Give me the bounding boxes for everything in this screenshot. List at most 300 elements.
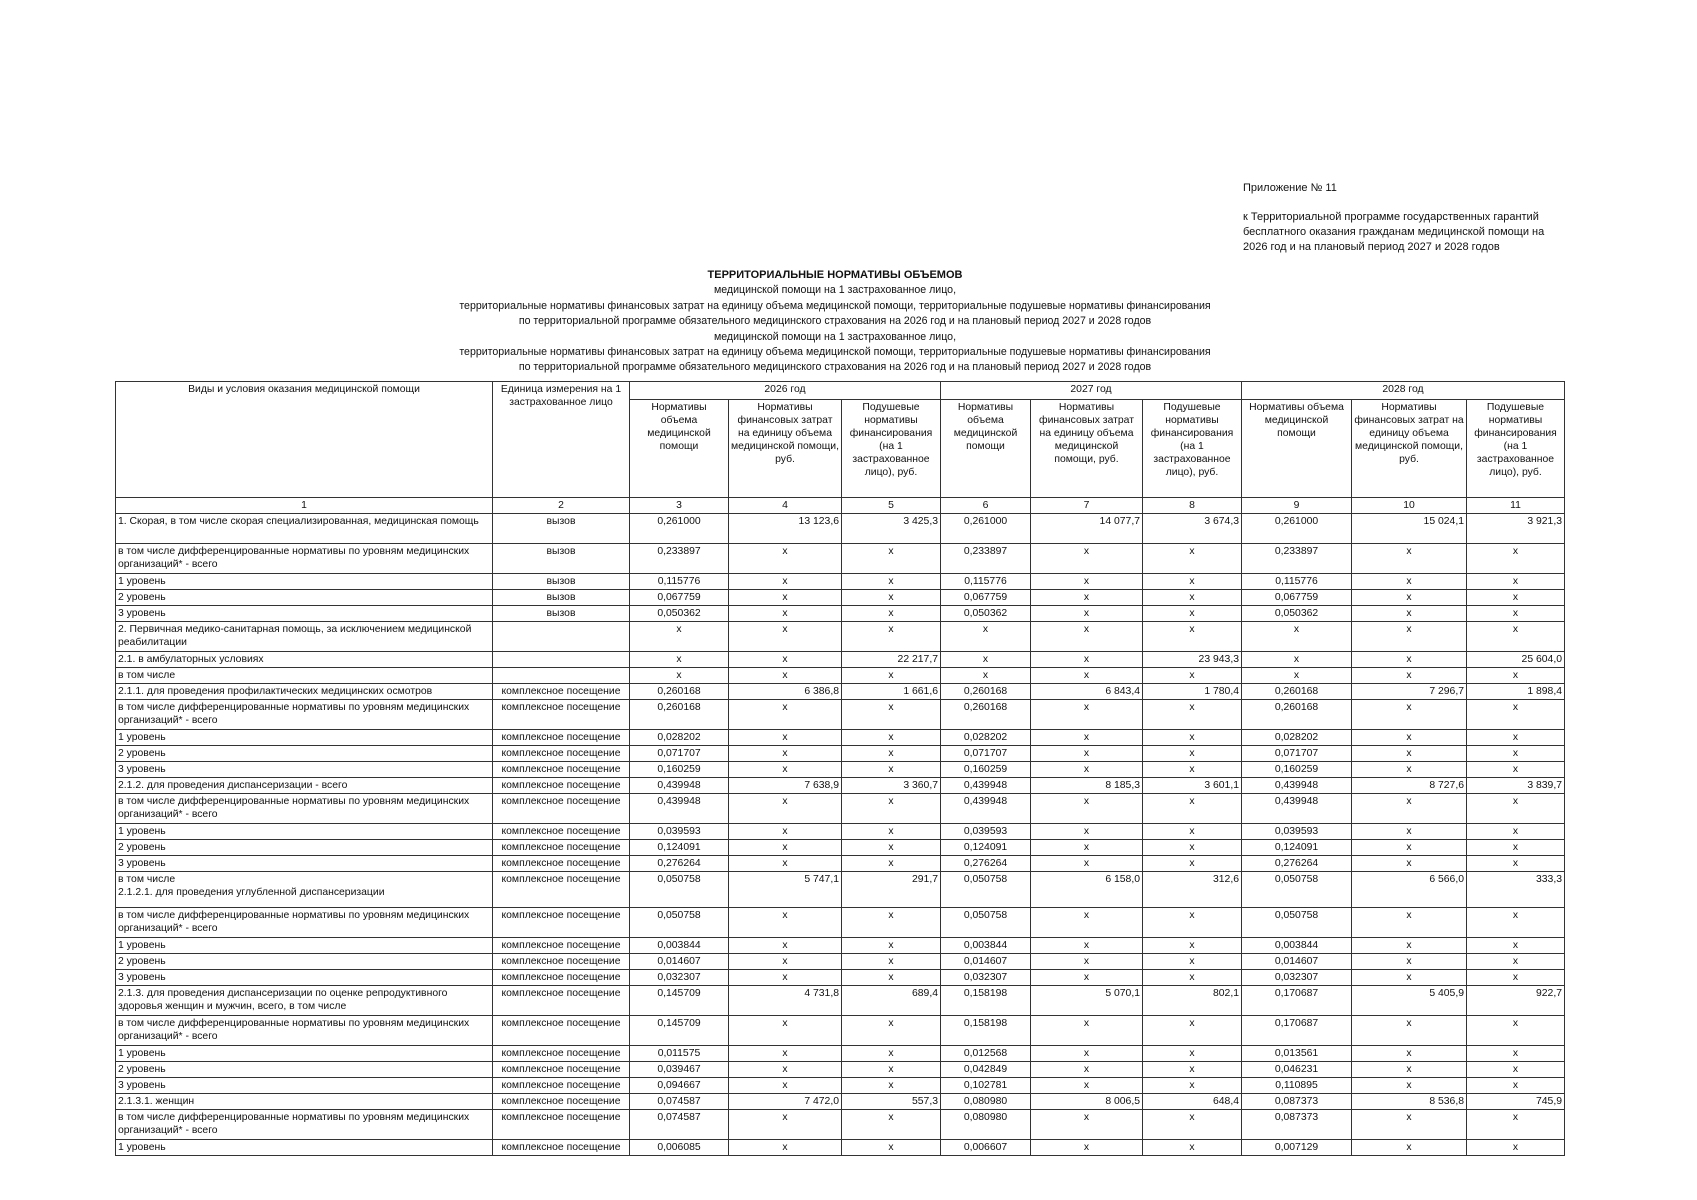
row-value: 0,261000 xyxy=(941,514,1031,544)
heading-line: медицинской помощи на 1 застрахованное лицо, xyxy=(713,284,957,297)
appendix-line: к Территориальной программе государственных гарантий xyxy=(1243,211,1539,223)
row-unit: вызов xyxy=(493,514,630,544)
row-value: 0,028202 xyxy=(941,730,1031,746)
row-value: 0,145709 xyxy=(630,1016,729,1046)
row-value: х xyxy=(1467,970,1565,986)
row-label: 1 уровень xyxy=(116,1046,493,1062)
row-value: х xyxy=(729,1140,842,1156)
heading-line: медицинской помощи на 1 застрахованное лицо, xyxy=(713,330,957,343)
row-value: х xyxy=(1467,794,1565,824)
row-unit: комплексное посещение xyxy=(493,1062,630,1078)
row-value: 0,110895 xyxy=(1242,1078,1352,1094)
row-value: х xyxy=(729,574,842,590)
row-value: 745,9 xyxy=(1467,1094,1565,1110)
row-value: 0,260168 xyxy=(1242,700,1352,730)
row-value: х xyxy=(1467,746,1565,762)
row-value: х xyxy=(729,840,842,856)
row-value: 557,3 xyxy=(842,1094,941,1110)
row-value: х xyxy=(1242,622,1352,652)
row-value: 0,014607 xyxy=(941,954,1031,970)
heading-line: территориальные нормативы финансовых затрат на единицу объема медицинской помощи, территориальные подушевые нормативы финансирования xyxy=(459,346,1211,359)
row-value: х xyxy=(842,574,941,590)
row-value: х xyxy=(1467,574,1565,590)
row-unit: комплексное посещение xyxy=(493,1078,630,1094)
table-row xyxy=(116,872,1565,908)
row-value: х xyxy=(729,856,842,872)
row-value: х xyxy=(1467,856,1565,872)
row-value: 5 070,1 xyxy=(1031,986,1143,1016)
row-value: х xyxy=(1242,652,1352,668)
row-value: 8 185,3 xyxy=(1031,778,1143,794)
table-body xyxy=(116,514,1565,1156)
row-value: 0,050362 xyxy=(941,606,1031,622)
row-value: 3 425,3 xyxy=(842,514,941,544)
row-value: х xyxy=(842,840,941,856)
row-label: 2.1.3.1. женщин xyxy=(116,1094,493,1110)
row-value: х xyxy=(842,1016,941,1046)
row-value: 6 158,0 xyxy=(1031,872,1143,908)
row-value: х xyxy=(1143,762,1242,778)
row-label: 1 уровень xyxy=(116,574,493,590)
row-value: х xyxy=(729,1110,842,1140)
row-value: х xyxy=(1352,652,1467,668)
row-value: х xyxy=(842,1140,941,1156)
row-value: х xyxy=(842,970,941,986)
row-value: 0,080980 xyxy=(941,1110,1031,1140)
row-value: х xyxy=(1031,1110,1143,1140)
row-value: 0,124091 xyxy=(941,840,1031,856)
table-row xyxy=(116,824,1565,840)
row-value: х xyxy=(630,622,729,652)
appendix-number: Приложение № 11 xyxy=(1243,182,1337,194)
row-value: х xyxy=(1352,1062,1467,1078)
row-value: 0,115776 xyxy=(630,574,729,590)
row-value: х xyxy=(729,1078,842,1094)
row-value: х xyxy=(1031,1046,1143,1062)
row-value: 0,050758 xyxy=(941,908,1031,938)
row-unit: комплексное посещение xyxy=(493,794,630,824)
header-volume: Нормативы объема медицинской помощи xyxy=(1242,400,1352,498)
column-number-row xyxy=(116,498,1565,514)
row-value: х xyxy=(1031,544,1143,574)
row-value: 0,439948 xyxy=(630,778,729,794)
row-value: 8 536,8 xyxy=(1352,1094,1467,1110)
row-value: 0,003844 xyxy=(630,938,729,954)
row-value: х xyxy=(1467,622,1565,652)
row-value: х xyxy=(1467,1078,1565,1094)
row-value: х xyxy=(1031,954,1143,970)
header-volume: Нормативы объема медицинской помощи xyxy=(941,400,1031,498)
row-value: х xyxy=(1031,938,1143,954)
row-value: 0,050758 xyxy=(1242,872,1352,908)
row-unit: комплексное посещение xyxy=(493,856,630,872)
row-value: х xyxy=(1352,824,1467,840)
row-label: 3 уровень xyxy=(116,606,493,622)
row-label: 2 уровень xyxy=(116,1062,493,1078)
row-value: х xyxy=(1467,700,1565,730)
row-value: 333,3 xyxy=(1467,872,1565,908)
row-value: х xyxy=(1352,1078,1467,1094)
row-value: х xyxy=(729,908,842,938)
row-value: 0,276264 xyxy=(941,856,1031,872)
row-value: х xyxy=(1467,1062,1565,1078)
row-value: 0,032307 xyxy=(630,970,729,986)
row-unit xyxy=(493,622,630,652)
table-row xyxy=(116,574,1565,590)
header-capita: Подушевые нормативы финансирования (на 1 застрахованное лицо), руб. xyxy=(1467,400,1565,498)
table-row xyxy=(116,1016,1565,1046)
row-value: х xyxy=(1467,668,1565,684)
row-value: 0,050362 xyxy=(630,606,729,622)
row-value: х xyxy=(729,824,842,840)
row-value: х xyxy=(1143,794,1242,824)
row-unit: комплексное посещение xyxy=(493,970,630,986)
row-value: 5 405,9 xyxy=(1352,986,1467,1016)
row-unit: вызов xyxy=(493,590,630,606)
row-value: х xyxy=(1467,840,1565,856)
row-unit: комплексное посещение xyxy=(493,700,630,730)
row-value: х xyxy=(1143,954,1242,970)
table-row xyxy=(116,622,1565,652)
row-unit: комплексное посещение xyxy=(493,778,630,794)
row-value: х xyxy=(729,938,842,954)
table-row xyxy=(116,590,1565,606)
row-value: 0,276264 xyxy=(1242,856,1352,872)
row-value: 0,067759 xyxy=(1242,590,1352,606)
table-row xyxy=(116,730,1565,746)
row-value: 0,158198 xyxy=(941,1016,1031,1046)
row-value: х xyxy=(1031,794,1143,824)
row-value: 0,260168 xyxy=(1242,684,1352,700)
row-value: 15 024,1 xyxy=(1352,514,1467,544)
table-row xyxy=(116,762,1565,778)
row-value: х xyxy=(1467,1046,1565,1062)
row-label: в том числе дифференцированные нормативы по уровням медицинских организаций* - всего xyxy=(116,700,493,730)
row-value: 0,080980 xyxy=(941,1094,1031,1110)
row-value: х xyxy=(1143,1016,1242,1046)
row-value: 0,011575 xyxy=(630,1046,729,1062)
row-label: 2. Первичная медико-санитарная помощь, за исключением медицинской реабилитации xyxy=(116,622,493,652)
row-value: 0,039593 xyxy=(630,824,729,840)
row-value: 0,260168 xyxy=(941,684,1031,700)
row-label: 1 уровень xyxy=(116,1140,493,1156)
row-label: 1 уровень xyxy=(116,938,493,954)
row-value: х xyxy=(1467,1140,1565,1156)
row-value: х xyxy=(729,970,842,986)
row-value: х xyxy=(1467,606,1565,622)
row-value: 0,233897 xyxy=(941,544,1031,574)
table-row xyxy=(116,1062,1565,1078)
header-volume: Нормативы объема медицинской помощи xyxy=(630,400,729,498)
row-value: 0,006085 xyxy=(630,1140,729,1156)
row-value: х xyxy=(729,652,842,668)
row-value: х xyxy=(1352,840,1467,856)
row-value: 6 843,4 xyxy=(1031,684,1143,700)
header-year-2028: 2028 год xyxy=(1242,382,1565,400)
row-value: х xyxy=(1031,606,1143,622)
row-value: 1 780,4 xyxy=(1143,684,1242,700)
row-value: 0,039593 xyxy=(1242,824,1352,840)
row-value: х xyxy=(729,590,842,606)
row-unit: комплексное посещение xyxy=(493,954,630,970)
row-value: х xyxy=(842,730,941,746)
row-unit: комплексное посещение xyxy=(493,1140,630,1156)
row-unit: вызов xyxy=(493,574,630,590)
row-value: х xyxy=(842,762,941,778)
row-value: 0,160259 xyxy=(630,762,729,778)
table-row xyxy=(116,954,1565,970)
row-value: х xyxy=(1352,908,1467,938)
column-number: 5 xyxy=(842,498,941,514)
row-label: в том числе дифференцированные нормативы по уровням медицинских организаций* - всего xyxy=(116,1110,493,1140)
row-value: х xyxy=(1031,746,1143,762)
row-value: х xyxy=(1352,938,1467,954)
row-value: х xyxy=(1031,668,1143,684)
row-label: в том числе дифференцированные нормативы по уровням медицинских организаций* - всего xyxy=(116,544,493,574)
row-value: х xyxy=(729,794,842,824)
table-row xyxy=(116,684,1565,700)
row-value: 0,233897 xyxy=(1242,544,1352,574)
table-row xyxy=(116,908,1565,938)
header-cost: Нормативы финансовых затрат на единицу объема медицинской помощи, руб. xyxy=(1031,400,1143,498)
row-value: х xyxy=(1031,824,1143,840)
row-value: 0,074587 xyxy=(630,1094,729,1110)
row-unit: комплексное посещение xyxy=(493,840,630,856)
row-value: 7 472,0 xyxy=(729,1094,842,1110)
row-value: х xyxy=(1143,730,1242,746)
row-value: х xyxy=(1467,954,1565,970)
row-value: 0,050758 xyxy=(630,872,729,908)
row-label: 1. Скорая, в том числе скорая специализированная, медицинская помощь xyxy=(116,514,493,544)
row-value: х xyxy=(1143,1110,1242,1140)
row-label: 2 уровень xyxy=(116,590,493,606)
row-label: 1 уровень xyxy=(116,730,493,746)
row-value: х xyxy=(1031,700,1143,730)
row-value: х xyxy=(842,1110,941,1140)
row-value: 689,4 xyxy=(842,986,941,1016)
row-value: х xyxy=(1467,730,1565,746)
row-value: х xyxy=(729,700,842,730)
row-label: в том числе 2.1.2.1. для проведения углубленной диспансеризации xyxy=(116,872,493,908)
table-row xyxy=(116,544,1565,574)
row-value: х xyxy=(1467,908,1565,938)
row-value: 0,032307 xyxy=(1242,970,1352,986)
row-value: х xyxy=(1031,762,1143,778)
row-value: 6 566,0 xyxy=(1352,872,1467,908)
table-row xyxy=(116,970,1565,986)
row-value: х xyxy=(842,544,941,574)
row-value: х xyxy=(1031,1062,1143,1078)
row-value: 3 674,3 xyxy=(1143,514,1242,544)
row-value: х xyxy=(1143,970,1242,986)
row-label: 3 уровень xyxy=(116,970,493,986)
header-capita: Подушевые нормативы финансирования (на 1 застрахованное лицо), руб. xyxy=(1143,400,1242,498)
row-value: 0,439948 xyxy=(941,794,1031,824)
row-value: х xyxy=(1467,1016,1565,1046)
row-label: 3 уровень xyxy=(116,762,493,778)
row-value: 3 839,7 xyxy=(1467,778,1565,794)
row-value: 6 386,8 xyxy=(729,684,842,700)
appendix-line: 2026 год и на плановый период 2027 и 2028 годов xyxy=(1243,241,1500,253)
row-value: х xyxy=(1031,652,1143,668)
row-value: х xyxy=(1143,908,1242,938)
row-label: 2 уровень xyxy=(116,840,493,856)
row-label: 2 уровень xyxy=(116,746,493,762)
row-value: х xyxy=(1031,574,1143,590)
table-row xyxy=(116,1094,1565,1110)
row-value: 0,094667 xyxy=(630,1078,729,1094)
row-value: 922,7 xyxy=(1467,986,1565,1016)
heading-line: территориальные нормативы финансовых затрат на единицу объема медицинской помощи, территориальные подушевые нормативы финансирования xyxy=(459,299,1211,312)
row-value: х xyxy=(842,938,941,954)
row-value: х xyxy=(842,668,941,684)
column-number: 7 xyxy=(1031,498,1143,514)
row-value: х xyxy=(1352,746,1467,762)
row-value: 0,115776 xyxy=(1242,574,1352,590)
row-value: х xyxy=(1352,668,1467,684)
row-label: 2.1.3. для проведения диспансеризации по оценке репродуктивного здоровья женщин и мужчин, всего, в том числе xyxy=(116,986,493,1016)
row-value: 0,124091 xyxy=(1242,840,1352,856)
row-value: 0,087373 xyxy=(1242,1110,1352,1140)
table-row xyxy=(116,986,1565,1016)
row-value: 0,260168 xyxy=(630,700,729,730)
row-value: х xyxy=(1352,544,1467,574)
row-value: х xyxy=(1031,622,1143,652)
row-value: х xyxy=(729,606,842,622)
row-value: 0,170687 xyxy=(1242,1016,1352,1046)
row-value: х xyxy=(1143,700,1242,730)
row-value: х xyxy=(1352,1016,1467,1046)
table-row xyxy=(116,668,1565,684)
row-value: 0,028202 xyxy=(630,730,729,746)
table-row xyxy=(116,840,1565,856)
row-value: х xyxy=(1352,700,1467,730)
row-unit: комплексное посещение xyxy=(493,938,630,954)
header-year-2027: 2027 год xyxy=(941,382,1242,400)
row-value: 0,071707 xyxy=(1242,746,1352,762)
table-row xyxy=(116,794,1565,824)
header-cost: Нормативы финансовых затрат на единицу объема медицинской помощи, руб. xyxy=(1352,400,1467,498)
row-unit: комплексное посещение xyxy=(493,746,630,762)
row-label: 1 уровень xyxy=(116,824,493,840)
row-value: 0,046231 xyxy=(1242,1062,1352,1078)
table-row xyxy=(116,938,1565,954)
row-value: 0,074587 xyxy=(630,1110,729,1140)
row-unit: вызов xyxy=(493,606,630,622)
row-value: 0,439948 xyxy=(630,794,729,824)
row-value: х xyxy=(941,652,1031,668)
row-value: х xyxy=(842,1046,941,1062)
row-value: 0,071707 xyxy=(941,746,1031,762)
row-value: х xyxy=(1143,622,1242,652)
row-value: х xyxy=(1143,544,1242,574)
row-value: х xyxy=(1031,1016,1143,1046)
row-label: в том числе дифференцированные нормативы по уровням медицинских организаций* - всего xyxy=(116,908,493,938)
table-row xyxy=(116,700,1565,730)
column-number: 8 xyxy=(1143,498,1242,514)
row-label: в том числе xyxy=(116,668,493,684)
row-value: 312,6 xyxy=(1143,872,1242,908)
row-value: 3 921,3 xyxy=(1467,514,1565,544)
row-value: х xyxy=(1467,590,1565,606)
row-value: х xyxy=(729,954,842,970)
row-value: х xyxy=(1031,970,1143,986)
row-value: х xyxy=(1143,824,1242,840)
column-number: 11 xyxy=(1467,498,1565,514)
row-value: х xyxy=(1352,1110,1467,1140)
row-value: х xyxy=(842,856,941,872)
row-value: х xyxy=(1467,1110,1565,1140)
row-value: 0,276264 xyxy=(630,856,729,872)
row-value: 0,067759 xyxy=(630,590,729,606)
row-value: 22 217,7 xyxy=(842,652,941,668)
column-number: 3 xyxy=(630,498,729,514)
row-value: 0,439948 xyxy=(941,778,1031,794)
row-value: х xyxy=(1143,1062,1242,1078)
row-value: 0,007129 xyxy=(1242,1140,1352,1156)
table-row xyxy=(116,1078,1565,1094)
table-row xyxy=(116,778,1565,794)
row-value: х xyxy=(1031,1078,1143,1094)
appendix-line: бесплатного оказания гражданам медицинской помощи на xyxy=(1243,226,1545,238)
row-value: 23 943,3 xyxy=(1143,652,1242,668)
row-value: х xyxy=(1143,574,1242,590)
column-number: 4 xyxy=(729,498,842,514)
row-value: 648,4 xyxy=(1143,1094,1242,1110)
row-value: х xyxy=(1352,590,1467,606)
row-value: х xyxy=(842,908,941,938)
row-value: х xyxy=(1467,938,1565,954)
row-value: 0,032307 xyxy=(941,970,1031,986)
row-value: 0,012568 xyxy=(941,1046,1031,1062)
column-number: 1 xyxy=(116,498,493,514)
row-value: х xyxy=(1031,590,1143,606)
row-value: х xyxy=(1467,824,1565,840)
row-unit: комплексное посещение xyxy=(493,762,630,778)
row-value: х xyxy=(1352,856,1467,872)
row-label: 2.1. в амбулаторных условиях xyxy=(116,652,493,668)
row-value: 0,260168 xyxy=(941,700,1031,730)
table-row xyxy=(116,856,1565,872)
table-row xyxy=(116,746,1565,762)
column-number: 6 xyxy=(941,498,1031,514)
row-value: 0,115776 xyxy=(941,574,1031,590)
row-value: х xyxy=(1143,1140,1242,1156)
row-value: 0,260168 xyxy=(630,684,729,700)
row-value: х xyxy=(729,730,842,746)
norms-table xyxy=(115,381,1565,1156)
row-value: х xyxy=(630,652,729,668)
table-row xyxy=(116,514,1565,544)
row-label: 3 уровень xyxy=(116,856,493,872)
row-value: х xyxy=(1143,606,1242,622)
row-value: х xyxy=(729,1062,842,1078)
row-value: х xyxy=(630,668,729,684)
row-value: х xyxy=(842,824,941,840)
row-value: 0,014607 xyxy=(630,954,729,970)
row-value: х xyxy=(729,668,842,684)
row-label: 2.1.2. для проведения диспансеризации - всего xyxy=(116,778,493,794)
row-value: 8 727,6 xyxy=(1352,778,1467,794)
row-value: 291,7 xyxy=(842,872,941,908)
row-value: х xyxy=(1352,730,1467,746)
row-value: х xyxy=(1143,668,1242,684)
row-value: 0,050758 xyxy=(1242,908,1352,938)
row-value: х xyxy=(1352,574,1467,590)
row-value: х xyxy=(842,622,941,652)
table-row xyxy=(116,1110,1565,1140)
row-value: 0,261000 xyxy=(630,514,729,544)
